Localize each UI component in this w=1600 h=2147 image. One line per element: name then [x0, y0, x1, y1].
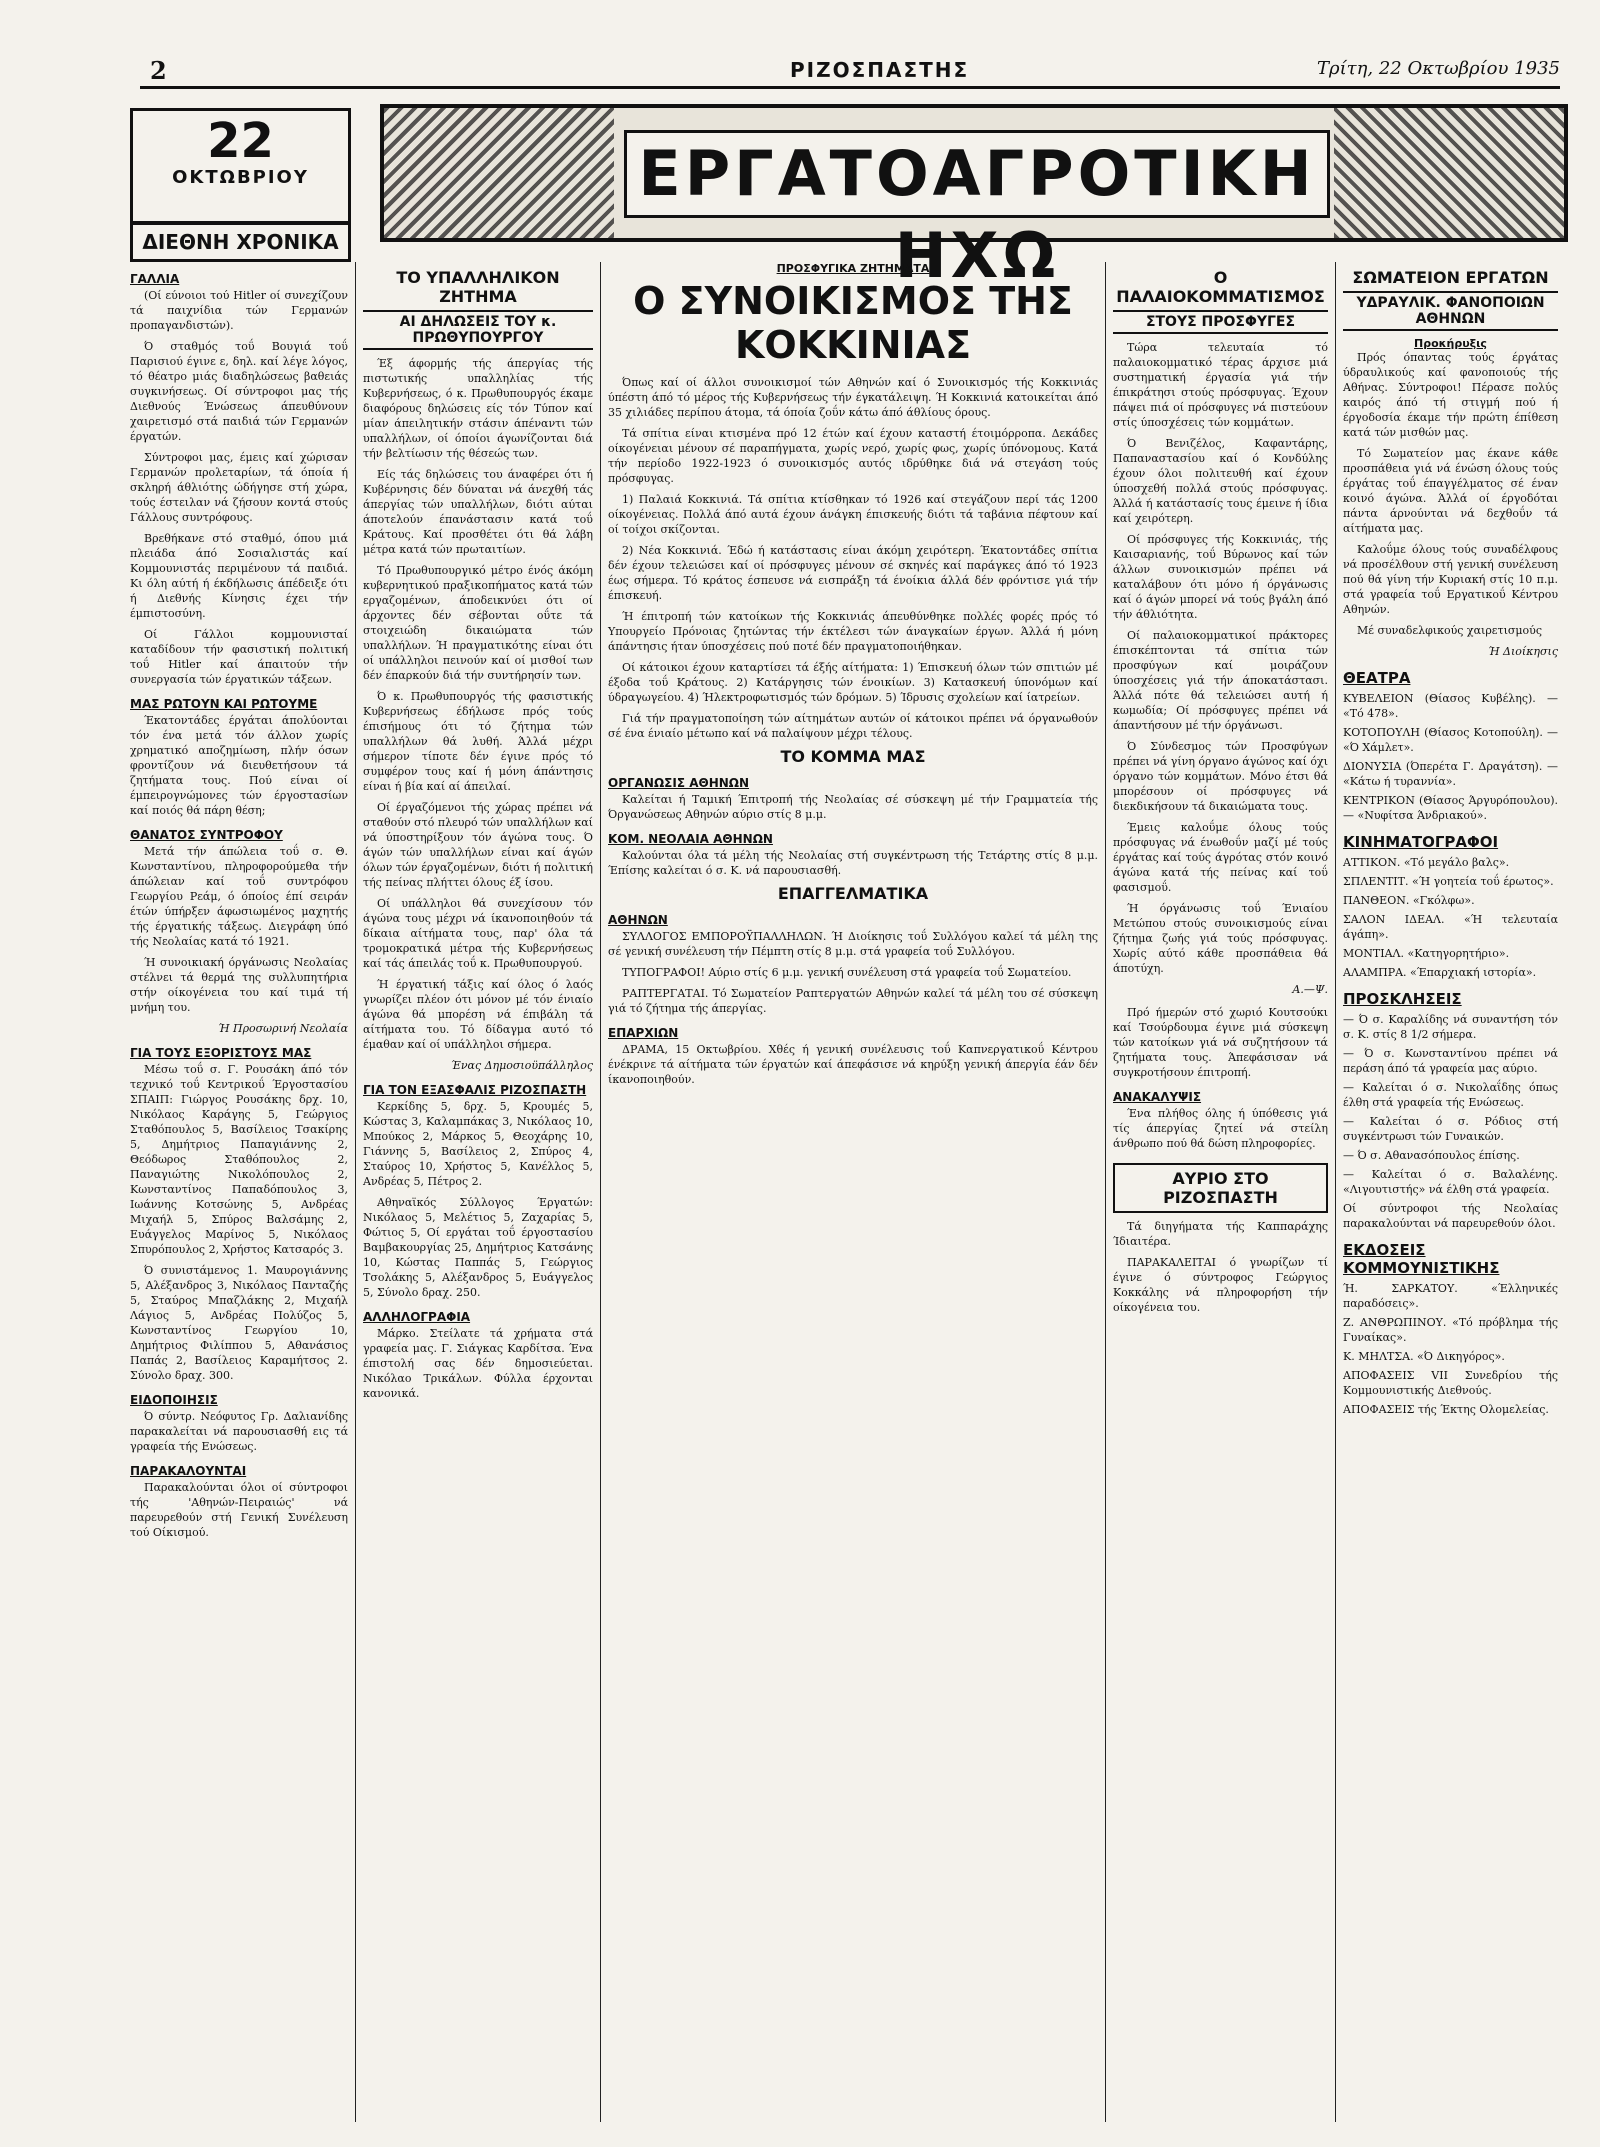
paragraph: Οί πρόσφυγες τής Κοκκινιάς, τής Καισαριανής, τοΰ Βύρωνος καί τών άλλων συνοικισμών πρέπει νά καταλάβουν ότι μόνο ή όργάνωσις καί ό άγών μπορεί νά τούς βγάλη άπό τήν άθλιότητα.	[1113, 533, 1328, 621]
paragraph: Οί παλαιοκομματικοί πράκτορες έπισκέπτονται τά σπίτια τών προσφύγων καί μοιράζουν ύποσχέσεις γιά τήν άποκατάστασι. Άλλά πότε θά τελειώσει αυτή ή κωμωδία; Οί πρόσφυγες πρέπει νά άπαντήσουν μέ τήν όργάνωσι.	[1113, 629, 1328, 732]
paragraph: Ή όργάνωσις τοΰ Ένιαίου Μετώπου στούς συνοικισμούς είναι ζήτημα ζωής γιά τούς πρόσφυγας. Χωρίς αύτό κάθε προσπάθεια θά άποτύχη.	[1113, 902, 1328, 975]
paragraph: Ή συνοικιακή όργάνωσις Νεολαίας στέλνει τά θερμά της συλλυπητήρια στήν οίκογένεια του καί τιμά τή μνήμη του.	[130, 956, 348, 1014]
theatre-heading: ΘΕΑΤΡΑ	[1343, 669, 1411, 687]
book-entry: Ή. ΣΑΡΚΑΤΟΥ. «Έλληνικές παραδόσεις».	[1343, 1282, 1558, 1310]
section-heading: ΓΑΛΛΙΑ	[130, 272, 180, 286]
issue-date: Τρίτη, 22 Οκτωβρίου 1935	[1316, 58, 1560, 79]
paragraph: Τό Σωματείον μας έκανε κάθε προσπάθεια γιά νά ένώση όλους τούς έργάτας τοΰ έπαγγέλματος σέ έναν κοινό άγώνα. Άλλά οί έργοδόται πάντα άρνούνται νά δεχθοΰν τά αίτήματα μας.	[1343, 447, 1558, 535]
section-subheading: ΟΡΓΑΝΩΣΙΣ ΑΘΗΝΩΝ	[608, 776, 750, 790]
section-heading: ΤΟ ΚΟΜΜΑ ΜΑΣ	[780, 747, 926, 766]
section-subheading: ΕΠΑΡΧΙΩΝ	[608, 1026, 679, 1040]
section-heading: ΕΙΔΟΠΟΙΗΣΙΣ	[130, 1393, 218, 1407]
banner-art-right	[1334, 108, 1564, 238]
cinema-entry: ΠΑΝΘΕΟΝ. «Γκόλφω».	[1343, 894, 1475, 907]
section-heading: ΓΙΑ ΤΟΝ ΕΞΑΣΦΑΛΙΣ ΡΙΖΟΣΠΑΣΤΗ	[363, 1083, 587, 1097]
section-heading: ΜΑΣ ΡΩΤΟΥΝ ΚΑΙ ΡΩΤΟΥΜΕ	[130, 697, 318, 711]
cinema-heading: ΚΙΝΗΜΑΤΟΓΡΑΦΟΙ	[1343, 833, 1499, 851]
cinema-entry: ΑΛΑΜΠΡΑ. «Έπαρχιακή ιστορία».	[1343, 966, 1537, 979]
paragraph: Καλείται ή Ταμική Έπιτροπή τής Νεολαίας σέ σύσκεψη μέ τήν Γραμματεία τής Όργανώσεως Αθηνών αύριο στίς 8 μ.μ.	[608, 793, 1098, 821]
invite-entry: — Καλείται ό σ. Ρόδιος στή συγκέντρωσι τών Γυναικών.	[1343, 1115, 1558, 1143]
article-subtitle: ΣΤΟΥΣ ΠΡΟΣΦΥΓΕΣ	[1113, 310, 1328, 334]
paragraph: (Οί εύνοιοι τού Hitler οί συνεχίζουν τά παιχνίδια τών Γερμανών προπαγανδιστών).	[130, 289, 348, 332]
paragraph: Έμεις καλοΰμε όλους τούς πρόσφυγας νά ένωθοΰν μαζί μέ τούς έργάτας καί τούς άγρότας στόν κοινό άγώνα κατά τής πείνας καί τοΰ φασισμοΰ.	[1113, 821, 1328, 894]
cinema-entry: ΜΟΝΤΙΑΛ. «Κατηγορητήριο».	[1343, 947, 1510, 960]
section-subheading: ΑΘΗΝΩΝ	[608, 913, 668, 927]
date-box	[130, 108, 351, 224]
paragraph: 2) Νέα Κοκκινιά. Έδώ ή κατάστασις είναι άκόμη χειρότερη. Έκατοντάδες σπίτια δέν έχουν τελειώσει καί οί πρόσφυγες μένουν σέ σκηνές καί παράγκες άπό τό 1923 έως σήμερα. Τό κράτος έσπευσε νά εισπράξη τά ένοίκια άλλά δέν φρόντισε γιά τήν έπισκευή.	[608, 544, 1098, 602]
paragraph: Βρεθήκανε στό σταθμό, όπου μιά πλειάδα άπό Σοσιαλιστάς καί Κομμουνιστάς περιμένουν τά παιδιά. Κι όλη αύτή ή έκδήλωσις άπέδειξε ότι ή Διεθνής Κίνησις έχει τήν έμπιστοσύνη.	[130, 532, 348, 620]
masthead	[140, 56, 1560, 86]
book-entry: ΑΠΟΦΑΣΕΙΣ τής Έκτης Ολομελείας.	[1343, 1403, 1549, 1416]
paragraph: Οί κάτοικοι έχουν καταρτίσει τά έξής αίτήματα: 1) Έπισκευή όλων τών σπιτιών μέ έξοδα τοΰ Κράτους. 2) Κατάργησις τών ένοικίων. 3) Κατασκευή ύπονόμων καί ύδραγωγείου. 4) Ήλεκτροφωτισμός τών δρόμων. 5) Ίδρυσις σχολείων καί ίατρείων.	[608, 661, 1098, 704]
paragraph: ΔΡΑΜΑ, 15 Οκτωβρίου. Χθές ή γενική συνέλευσις τοΰ Καπνεργατικοΰ Κέντρου ένέκρινε τά αίτήματα τών έργατών καί άπεφάσισε νά κηρύξη γενική άπεργία έάν δέν ίκανοποιηθούν.	[608, 1043, 1098, 1086]
theatre-entry: ΚΥΒΕΛΕΙΟΝ (Θίασος Κυβέλης). — «Τό 478».	[1343, 692, 1558, 720]
signature: Ή Διοίκησις	[1488, 645, 1558, 658]
book-entry: ΑΠΟΦΑΣΕΙΣ VII Συνεδρίου τής Κομμουνιστικής Διεθνούς.	[1343, 1369, 1558, 1397]
paper-name: ΡΙΖΟΣΠΑΣΤΗΣ	[790, 58, 970, 82]
paragraph: Οί Γάλλοι κομμουνισταί καταδίδουν τήν φασιστική πολιτική τοΰ Hitler καί άπαιτούν τήν συνεργασία τών έργατικών τάξεων.	[130, 628, 348, 686]
paragraph: Καλοΰμε όλους τούς συναδέλφους νά προσέλθουν στή γενική συνέλευση πού θά γίνη τήν Κυριακή στίς 10 π.μ. στά γραφεία τοΰ Εργατικοΰ Κέντρου Αθηνών.	[1343, 543, 1558, 616]
section-heading: ΕΠΑΓΓΕΛΜΑΤΙΚΑ	[777, 884, 929, 903]
article-subtitle: ΑΙ ΔΗΛΩΣΕΙΣ ΤΟΥ κ. ΠΡΩΘΥΠΟΥΡΓΟΥ	[363, 310, 593, 350]
section-heading: ΑΝΑΚΑΛΥΨΙΣ	[1113, 1090, 1202, 1104]
paragraph: Μέ συναδελφικούς χαιρετισμούς	[1357, 624, 1543, 637]
section-heading: ΓΙΑ ΤΟΥΣ ΕΞΟΡΙΣΤΟΥΣ ΜΑΣ	[130, 1046, 312, 1060]
cinema-entry: ΣΠΛΕΝΤΙΤ. «Ή γοητεία τοΰ έρωτος».	[1343, 875, 1554, 888]
paragraph: Ή έπιτροπή τών κατοίκων τής Κοκκινιάς άπευθύνθηκε πολλές φορές πρός τό Υπουργείο Πρόνοιας ζητώντας τήν έκτέλεσι τών άναγκαίων έργων. Άλλά ή μόνη άπάντησις ήταν ύποσχέσεις πού ποτέ δέν πραγματοποιήθηκαν.	[608, 610, 1098, 653]
column-refugees	[1113, 262, 1328, 2122]
paragraph: Ό Βενιζέλος, Καφαντάρης, Παπαναστασίου καί ό Κονδύλης έχουν όλοι πολιτευθή καί έχουν ύποσχεθή πολλά στούς πρόσφυγας. Άλλά ή κατάστασίς τους έμεινε ή ίδια καί χειρότερη.	[1113, 437, 1328, 525]
paragraph: Κερκίδης 5, δρχ. 5, Κρουμές 5, Κώστας 3, Καλαμπάκας 3, Νικόλαος 10, Μπούκος 2, Μάρκος 5, Θεοχάρης 10, Γιάννης 5, Βασίλειος 2, Σπύρος 4, Σταύρος 10, Χρήστος 5, Κανέλλος 5, Ανδρέας 5, Πέτρος 2.	[363, 1100, 593, 1188]
paragraph: Πρό ήμερών στό χωριό Κουτσούκι καί Τσούρδουμα έγινε μιά σύσκεψη τών κατοίκων γιά νά συζητήσουν τά ζητήματα τους. Άπεφάσισαν νά συγκροτήσουν έπιτροπή.	[1113, 1006, 1328, 1079]
signature: Ένας Δημοσιοϋπάλληλος	[450, 1059, 593, 1072]
paragraph: ΠΑΡΑΚΑΛΕΙΤΑΙ ό γνωρίζων τί έγινε ό σύντροφος Γεώργιος Κοκκάλης νά πληροφορήση τήν οίκογένεια του.	[1113, 1256, 1328, 1314]
paragraph: Όπως καί οί άλλοι συνοικισμοί τών Αθηνών καί ό Συνοικισμός τής Κοκκινιάς ύπέστη άπό τό μέρος τής Κυβερνήσεως τήν έγκατάλειψη. Ή Κοκκινιά κατοικείται άπό 35 χιλιάδες περίπου άτομα, τά όποία ζοΰν κάτω άπό άθλίους όρους.	[608, 376, 1098, 419]
date-day: 22	[207, 113, 274, 169]
article-kicker: ΠΡΟΣΦΥΓΙΚΑ ΖΗΤΗΜΑΤΑ	[776, 262, 930, 275]
signature: Α.—Ψ.	[1292, 983, 1328, 996]
invite-entry: — Ό σ. Κωνσταντίνου πρέπει νά περάση άπό τά γραφεία μας αύριο.	[1343, 1047, 1558, 1075]
invite-entry: — Καλείται ό σ. Βαλαλένης. «Λιγουτιστής» νά έλθη στά γραφεία.	[1343, 1168, 1558, 1196]
section-label: ΔΙΕΘΝΗ ΧΡΟΝΙΚΑ	[130, 222, 351, 262]
cinema-entry: ΑΤΤΙΚΟΝ. «Τό μεγάλο βαλς».	[1343, 856, 1510, 869]
paragraph: Ό Σύνδεσμος τών Προσφύγων πρέπει νά γίνη όργανο άγώνος καί όχι όργανο τών κομμάτων. Μόνο έτσι θά μπορέσουν οί πρόσφυγες νά διεκδικήσουν τά δικαιώματα τους.	[1113, 740, 1328, 813]
paragraph: Είς τάς δηλώσεις του άναφέρει ότι ή Κυβέρνησις δέν δύναται νά άνεχθή τάς άπεργίας τών υπαλλήλων, διότι αύται άποτελούν έπανάστασιν κατά τοΰ Κράτους. Καί προσθέτει ότι θά λάβη μέτρα κατά τών πρωταιτίων.	[363, 468, 593, 556]
tomorrow-box: ΑΥΡΙΟ ΣΤΟ ΡΙΖΟΣΠΑΣΤΗ	[1113, 1163, 1328, 1213]
article-title: Ο ΣΥΝΟΙΚΙΣΜΟΣ ΤΗΣ ΚΟΚΚΙΝΙΑΣ	[633, 279, 1073, 367]
section-heading: ΠΑΡΑΚΑΛΟΥΝΤΑΙ	[130, 1464, 247, 1478]
paragraph: Μέσω τοΰ σ. Γ. Ρουσάκη άπό τόν τεχνικό τοΰ Κεντρικοΰ Έργοστασίου ΣΠΑΙΠ: Γιώργος Ρουσάκης δρχ. 10, Νικόλαος Καράγης 5, Γεώργιος Σταθόπουλος 5, Βασίλειος Τσακίρης 5, Δημήτριος Παπαγιάννης 2, Θεόδωρος Σταθόπουλος 2, Παναγιώτης Νικολόπουλος 2, Κωνσταντίνος Παπαδόπουλος 3, Ιωάννης Κοτσώνης 5, Ανδρέας Μιχαήλ 5, Σπύρος Βαλσάμης 2, Ευάγγελος Μαρίνος 5, Νικόλαος Σπυρόπουλος 2, Χρήστος Κατσαρός 3.	[130, 1063, 348, 1256]
paragraph: ΤΥΠΟΓΡΑΦΟΙ! Αύριο στίς 6 μ.μ. γενική συνέλευση στά γραφεία τοΰ Σωματείου.	[622, 966, 1072, 979]
book-entry: Κ. ΜΗΛΤΣΑ. «Ό Δικηγόρος».	[1343, 1350, 1505, 1363]
invite-entry: Οί σύντροφοι τής Νεολαίας παρακαλούνται νά παρευρεθούν όλοι.	[1343, 1202, 1558, 1230]
article-kicker: Προκήρυξις	[1414, 337, 1487, 350]
paragraph: Έξ άφορμής τής άπεργίας τής πιστωτικής υπαλληλίας τής Κυβερνήσεως, ό κ. Πρωθυπουργός έκαμε διαφόρους δηλώσεις είς τόν Τύπον καί μίαν άπειλητικήν στάσιν άπέναντι τών υπαλλήλων, οί όποίοι άγωνίζονται διά τήν βελτίωσιν τής θέσεώς των.	[363, 357, 593, 460]
paragraph: Οί υπάλληλοι θά συνεχίσουν τόν άγώνα τους μέχρι νά ίκανοποιηθούν τά δίκαια αίτήματα τους, παρ' όλα τά τρομοκρατικά μέτρα τής Κυβερνήσεως καί τάς άπειλάς τοΰ κ. Πρωθυπουργού.	[363, 897, 593, 970]
section-subheading: ΚΟΜ. ΝΕΟΛΑΙΑ ΑΘΗΝΩΝ	[608, 832, 773, 846]
book-entry: Ζ. ΑΝΘΡΩΠΙΝΟΥ. «Τό πρόβλημα τής Γυναίκας».	[1343, 1316, 1558, 1344]
date-month: ΟΚΤΩΒΡΙΟΥ	[172, 167, 309, 188]
paragraph: ΡΑΠΤΕΡΓΑΤΑΙ. Τό Σωματείον Ραπτεργατών Αθηνών καλεί τά μέλη του σέ σύσκεψη γιά τό ζήτημα τής άπεργίας.	[608, 987, 1098, 1015]
paragraph: Μετά τήν άπώλεια τοΰ σ. Θ. Κωνσταντίνου, πληροφορούμεθα τήν άπώλειαν καί τοΰ συντρόφου Γεωργίου Ρεάμ, ό όποίος έπί σειράν έτών ύπήρξεν άφωσιωμένος μαχητής τής έργατικής τάξεως. Διεγράφη ύπό τής Νεολαίας κατά τό 1921.	[130, 845, 348, 948]
theatre-entry: ΔΙΟΝΥΣΙΑ (Όπερέτα Γ. Δραγάτση). — «Κάτω ή τυραννία».	[1343, 760, 1558, 788]
paragraph: Σύντροφοι μας, έμεις καί χώρισαν Γερμανών προλεταρίων, τά όποία ή σκληρή άθλιότης ώδήγησε στή χώρα, τούς έστειλαν νά ζήσουν κοντά στούς Γάλλους συντρόφους.	[130, 451, 348, 524]
paragraph: Ό σταθμός τοΰ Βουγιά τοΰ Παρισιού έγινε ε, δηλ. καί λέγε λόγος, τό θέατρο μιάς διαδηλώσεως βαθειάς συγκινήσεως. Οί σύντροφοι μας τής Διεθνούς Ένώσεως άπευθύνουν χαιρετισμό στά παιδιά τών Γερμανών έργατών.	[130, 340, 348, 443]
article-subtitle: ΥΔΡΑΥΛΙΚ. ΦΑΝΟΠΟΙΩΝ ΑΘΗΝΩΝ	[1343, 291, 1558, 331]
article-title: ΣΩΜΑΤΕΙΟΝ ΕΡΓΑΤΩΝ	[1352, 268, 1549, 287]
column-rule	[600, 262, 601, 2122]
column-listings	[1343, 262, 1558, 2122]
paragraph: Αθηναϊκός Σύλλογος Έργατών: Νικόλαος 5, Μελέτιος 5, Ζαχαρίας 5, Φώτιος 5, Οί εργάται τοΰ έργοστασίου Βαμβακουργίας 25, Δημήτριος Κατσάνης 10, Κώστας Παππάς 5, Γεώργιος Τσολάκης 5, Αλέξανδρος 5, Ευάγγελος 5, Σύνολο δραχ. 250.	[363, 1196, 593, 1299]
banner-art-left	[384, 108, 614, 238]
signature: Ή Προσωρινή Νεολαία	[218, 1022, 348, 1035]
paragraph: Πρός όπαντας τούς έργάτας ύδραυλικούς καί φανοποιούς τής Αθήνας. Σύντροφοι! Πέρασε πολύς καιρός άπό τή στιγμή πού ή έργοδοσία έκαμε τήν πρώτη έπίθεση κατά τών μισθών μας.	[1343, 351, 1558, 439]
paragraph: Καλούνται όλα τά μέλη τής Νεολαίας στή συγκέντρωση τής Τετάρτης στίς 8 μ.μ. Έπίσης καλείται ό σ. Κ. νά παρουσιασθή.	[608, 849, 1098, 877]
column-kokkinia	[608, 262, 1098, 2122]
paragraph: Ή έργατική τάξις καί όλος ό λαός γνωρίζει πλέον ότι μόνον μέ τόν ένιαίο άγώνα θά μπορέση νά έπιβάλη τά αίτήματα του. Τό δίδαγμα αυτό τό έμαθαν καί οί υπάλληλοι σήμερα.	[363, 978, 593, 1051]
page-number: 2	[150, 56, 167, 85]
column-rule	[355, 262, 356, 2122]
cinema-entry: ΣΑΛΟΝ ΙΔΕΑΛ. «Ή τελευταία άγάπη».	[1343, 913, 1558, 941]
paragraph: Τά σπίτια είναι κτισμένα πρό 12 έτών καί έχουν καταστή έτοιμόρροπα. Δεκάδες οίκογένειαι μένουν σέ παραπήγματα, χωρίς νερό, χωρίς φως, χωρίς ύπόνομους. Κατά τήν περίοδο 1922-1923 ό συνοικισμός αυτός ιδρύθηκε διά νά στεγάση τούς πρόσφυγας.	[608, 427, 1098, 485]
section-heading: ΑΛΛΗΛΟΓΡΑΦΙΑ	[363, 1310, 471, 1324]
paragraph: Έκατοντάδες έργάται άπολύονται τόν ένα μετά τόν άλλον χωρίς χρηματικό αποζημίωση, πλήν όσων φροντίζουν νά διευθετήσουν τά ζητήματα τους. Πού είναι οί έμπειρογνώμονες τών έργοστασίων καί ποιός θά πάρη θέση;	[130, 714, 348, 817]
column-employees	[363, 262, 593, 2122]
invite-entry: — Ό σ. Καραλίδης νά συναντήση τόν σ. Κ. στίς 8 1/2 σήμερα.	[1343, 1013, 1558, 1041]
paragraph: 1) Παλαιά Κοκκινιά. Τά σπίτια κτίσθηκαν τό 1926 καί στεγάζουν περί τάς 1200 οίκογένειας. Πολλά άπό αυτά έχουν άνάγκη έπισκευής διότι τά ταβάνια πέφτουν καί οί τοίχοι σκίζονται.	[608, 493, 1098, 536]
paragraph: ΣΥΛΛΟΓΟΣ ΕΜΠΟΡΟΫΠΑΛΛΗΛΩΝ. Ή Διοίκησις τοΰ Συλλόγου καλεί τά μέλη της σέ γενική συνέλευση τήν Πέμπτη στίς 8 μ.μ. στά γραφεία τοΰ Συλλόγου.	[608, 930, 1098, 958]
paragraph: Γιά τήν πραγματοποίηση τών αίτημάτων αυτών οί κάτοικοι πρέπει νά όργανωθούν σέ ένα ένιαίο μέτωπο καί νά παλαίψουν μέχρι τέλους.	[608, 712, 1098, 740]
paragraph: Ό κ. Πρωθυπουργός τής φασιστικής Κυβερνήσεως έδήλωσε πρός τούς έπισήμους ότι τό ζήτημα τών υπαλλήλων θά λυθή. Άλλά μέχρι σήμερον τίποτε δέν έγινε πρός τό συμφέρον τους καί ή μόνη άπάντησις είναι ή βία καί αί άπειλαί.	[363, 690, 593, 793]
section-heading: ΘΑΝΑΤΟΣ ΣΥΝΤΡΟΦΟΥ	[130, 828, 283, 842]
paragraph: Παρακαλούνται όλοι οί σύντροφοι τής 'Αθηνών-Πειραιώς' νά παρευρεθούν στή Γενική Συνέλευση τού Οίκισμού.	[130, 1481, 348, 1539]
paragraph: Οί έργαζόμενοι τής χώρας πρέπει νά σταθούν στό πλευρό τών υπαλλήλων καί νά ύποστηρίξουν τόν άγώνα τους. Ό άγών τών υπαλλήλων είναι καί άγών όλων τών έργαζομένων, διότι ή πολιτική τής πείνας πλήττει όλους έξ ίσου.	[363, 801, 593, 889]
paragraph: Ό συνιστάμενος 1. Μαυρογιάννης 5, Αλέξανδρος 3, Νικόλαος Πανταζής 5, Σταύρος Μπαζλάκης 2, Μιχαήλ Λάγιος 5, Ανδρέας Πολύζος 5, Κωνσταντίνος Γεωργίου 10, Δημήτριος Φιλίππου 5, Αθανάσιος Παπάς 2, Βασίλειος Καραμήτσος 2. Σύνολο δραχ. 300.	[130, 1264, 348, 1382]
invites-heading: ΠΡΟΣΚΛΗΣΕΙΣ	[1343, 990, 1462, 1008]
column-rule	[1105, 262, 1106, 2122]
paragraph: Τό Πρωθυπουργικό μέτρο ένός άκόμη κυβερνητικού πραξικοπήματος κατά τών εργαζομένων, άποδεικνύει ότι οί άρχοντες δέν σέβονται οΰτε τά στοιχειώδη δικαιώματα τών υπαλλήλων. Ή πραγματικότης είναι ότι οί υπάλληλοι πεινούν καί οί μισθοί των δέν έπαρκούν διά τήν συντήρησίν των.	[363, 564, 593, 682]
paragraph: Ό σύντρ. Νεόφυτος Γρ. Δαλιανίδης παρακαλείται νά παρουσιασθή εις τά γραφεία τής Ενώσεως.	[130, 1410, 348, 1453]
theatre-entry: ΚΕΝΤΡΙΚΟΝ (Θίασος Άργυρόπουλου). — «Νυφίτσα Άνδριακού».	[1343, 794, 1558, 822]
paragraph: Ένα πλήθος όλης ή ύπόθεσις γιά τίς άπεργίας ζητεί νά στείλη άνθρωπο πού θά δώση πληροφορίες.	[1113, 1107, 1328, 1150]
banner-title: ΕΡΓΑΤΟΑΓΡΟΤΙΚΗ ΗΧΩ	[624, 130, 1330, 218]
column-rule	[1335, 262, 1336, 2122]
article-title: ΤΟ ΥΠΑΛΛΗΛΙΚΟΝ ΖΗΤΗΜΑ	[396, 268, 560, 306]
article-title: Ο ΠΑΛΑΙΟΚΟΜΜΑΤΙΣΜΟΣ	[1116, 268, 1325, 306]
paragraph: Τώρα τελευταία τό παλαιοκομματικό τέρας άρχισε μιά συστηματική έργασία γιά τήν έπικράτησι στούς πρόσφυγας. Έχουν πάψει πιά οί πρόσφυγες νά πιστεύουν στίς ύποσχέσεις τών κομμάτων.	[1113, 341, 1328, 429]
invite-entry: — Καλείται ό σ. Νικολαΐδης όπως έλθη στά γραφεία τής Ενώσεως.	[1343, 1081, 1558, 1109]
books-heading: ΕΚΔΟΣΕΙΣ ΚΟΜΜΟΥΝΙΣΤΙΚΗΣ	[1343, 1241, 1500, 1277]
column-intl-news	[130, 262, 348, 2122]
masthead-rule	[140, 86, 1560, 89]
paragraph: Τά διηγήματα τής Καππαράχης Ίδιαιτέρα.	[1113, 1220, 1328, 1248]
theatre-entry: ΚΟΤΟΠΟΥΛΗ (Θίασος Κοτοπούλη). — «Ό Χάμλετ».	[1343, 726, 1558, 754]
invite-entry: — Ό σ. Αθανασόπουλος έπίσης.	[1343, 1149, 1520, 1162]
paragraph: Μάρκο. Στείλατε τά χρήματα στά γραφεία μας. Γ. Σιάγκας Καρδίτσα. Ένα έπιστολή σας δέν δημοσιεύεται. Νικόλαο Τρικάλων. Φύλλα έρχονται κανονικά.	[363, 1327, 593, 1400]
